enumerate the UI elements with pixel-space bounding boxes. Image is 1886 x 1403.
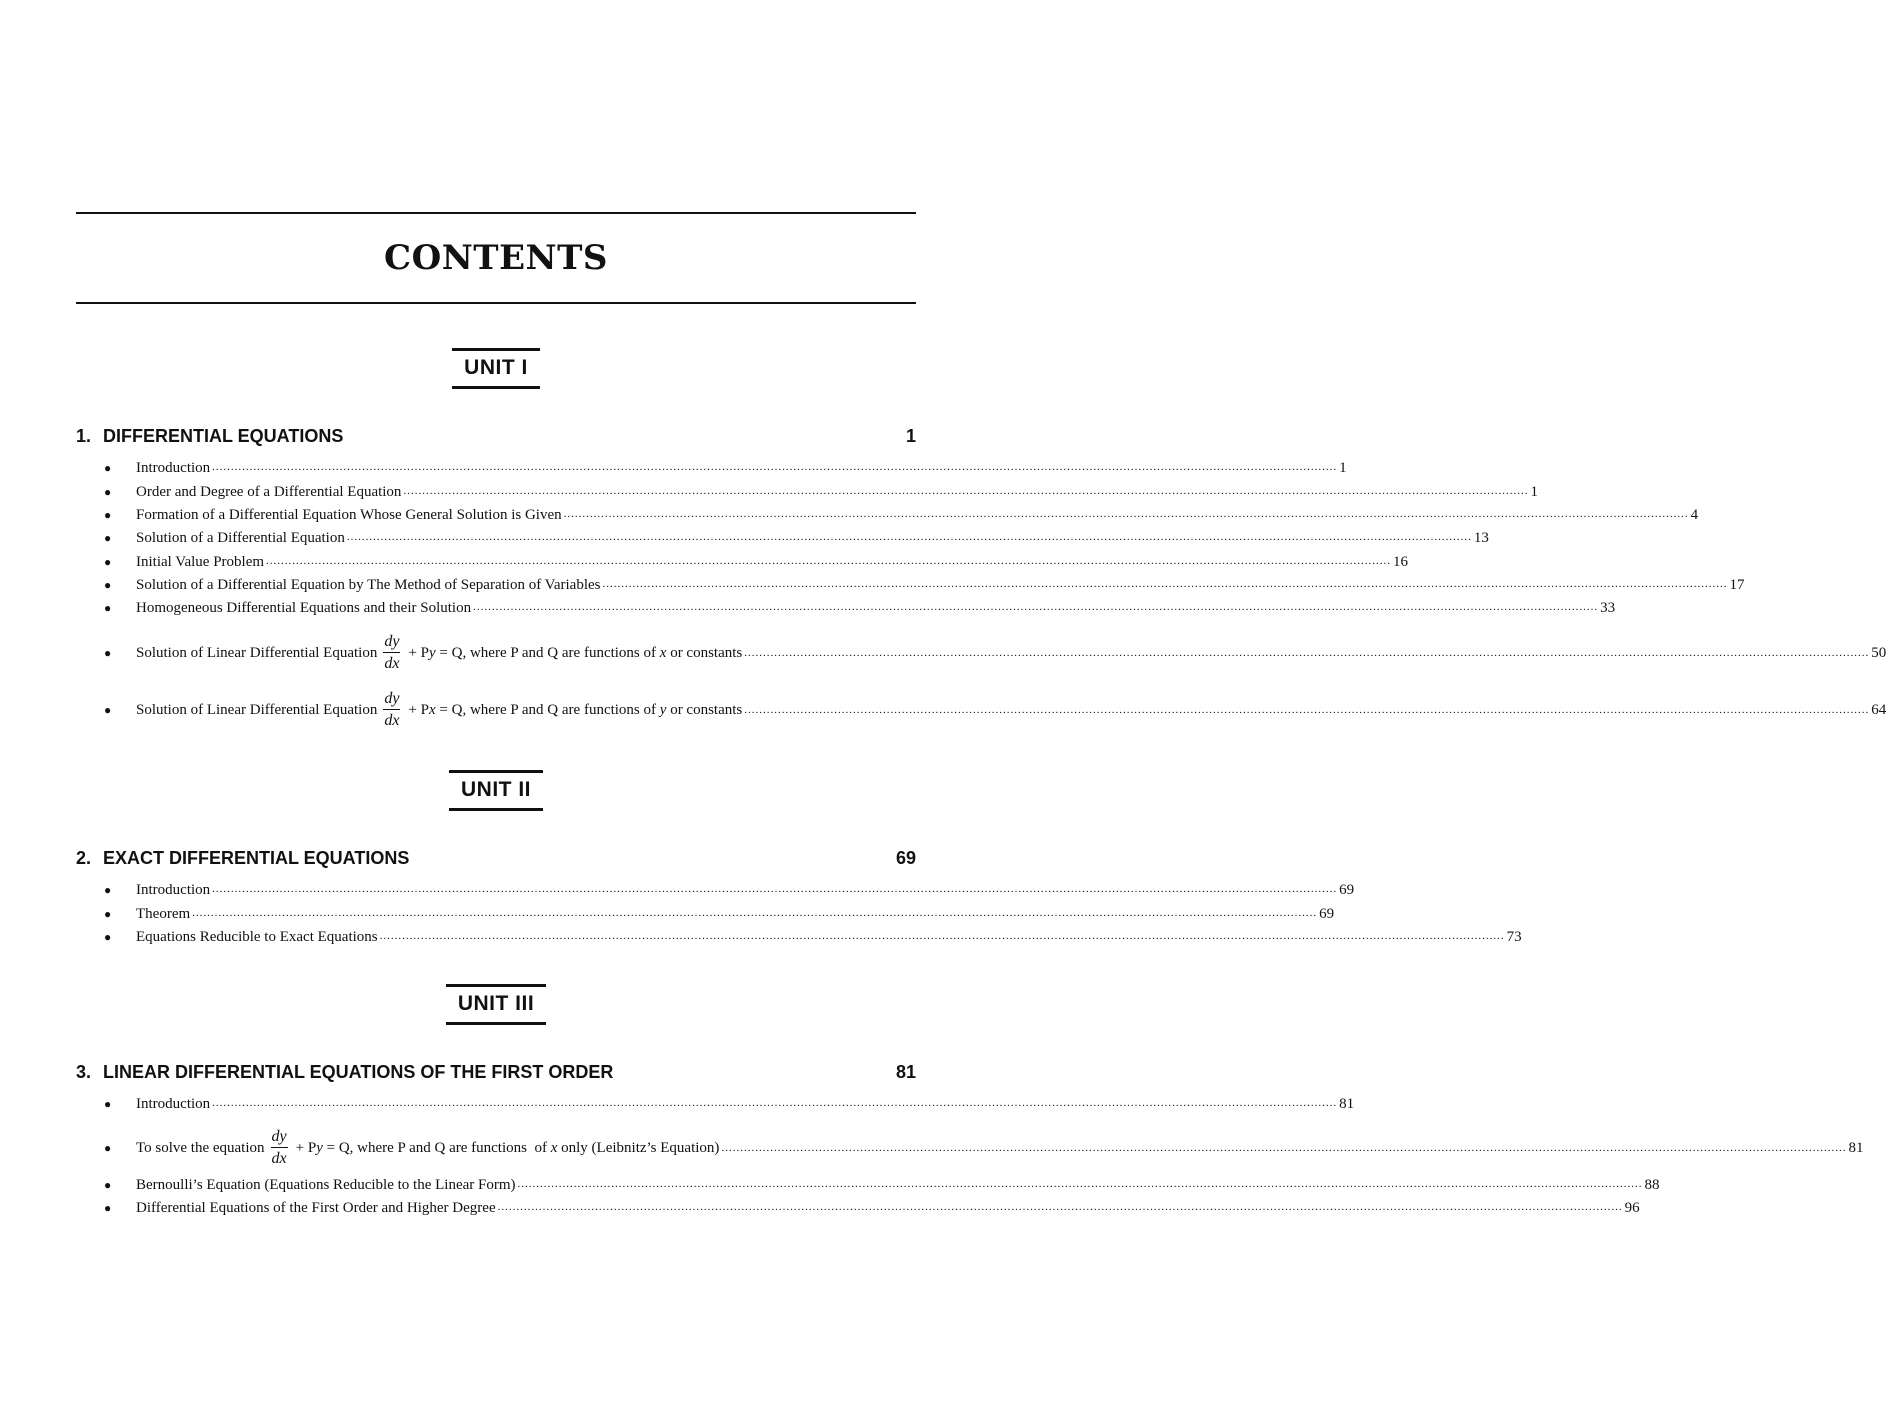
- toc-entry[interactable]: [104, 600, 1616, 617]
- chapter-page: 69: [895, 848, 916, 868]
- toc-entry[interactable]: [104, 906, 1335, 923]
- entry-page: 16: [1393, 554, 1409, 570]
- dot-leader: ............................................................................................................................................................................................................................................................................................................: [473, 601, 1599, 613]
- entry-page: 13: [1473, 530, 1489, 546]
- toc-entry[interactable]: [104, 530, 1489, 547]
- bullet-icon: ●: [104, 555, 112, 569]
- entry-page: 69: [1339, 882, 1355, 898]
- bullet-icon: ●: [104, 907, 112, 921]
- dot-leader: ............................................................................................................................................................................................................................................................................................................: [403, 485, 1529, 497]
- fraction-denominator: dx: [384, 655, 400, 672]
- derivative-fraction: [271, 1128, 288, 1168]
- chapter-title-group: [76, 426, 343, 447]
- entry-label: Equations Reducible to Exact Equations: [136, 929, 378, 945]
- unit-heading-2: [0, 770, 992, 811]
- entry-label: Formation of a Differential Equation Whose General Solution is Given: [136, 507, 562, 523]
- entry-label: [136, 690, 742, 730]
- equation-text-b: = Q, where P and Q are functions of: [435, 701, 660, 718]
- entry-page: 81: [1848, 1139, 1864, 1156]
- bullet-icon: ●: [104, 1097, 112, 1111]
- equation-text-a: + P: [408, 701, 429, 718]
- entry-page: 1: [1339, 460, 1347, 476]
- toc-entry[interactable]: [104, 554, 1409, 571]
- toc-entry[interactable]: [104, 1096, 1355, 1113]
- chapter-title: LINEAR DIFFERENTIAL EQUATIONS OF THE FIRST ORDER: [103, 1062, 614, 1082]
- toc-entry-equation[interactable]: [104, 690, 1886, 730]
- entry-page: 33: [1600, 600, 1616, 616]
- unit-heading-3: [0, 984, 992, 1025]
- dot-leader: ............................................................................................................................................................................................................................................................................................................: [212, 1097, 1338, 1109]
- chapter-page: 1: [905, 426, 916, 446]
- bullet-icon: ●: [104, 930, 112, 944]
- equation-variable-2: x: [659, 644, 667, 661]
- dot-leader: ............................................................................................................................................................................................................................................................................................................: [744, 703, 1870, 716]
- toc-entry[interactable]: [104, 507, 1699, 524]
- dot-leader: ............................................................................................................................................................................................................................................................................................................: [497, 1201, 1623, 1213]
- unit-label: UNIT II: [449, 770, 543, 811]
- entry-page: 96: [1624, 1200, 1640, 1216]
- chapter-number: 1.: [76, 426, 92, 446]
- entry-label: Introduction: [136, 882, 211, 898]
- chapter-number: 2.: [76, 848, 92, 868]
- chapter-heading-3[interactable]: [76, 1062, 916, 1083]
- chapter-number: 3.: [76, 1062, 92, 1082]
- entry-label: Solution of a Differential Equation by The Method of Separation of Variables: [136, 577, 601, 593]
- entry-label-text: To solve the equation: [136, 1139, 265, 1156]
- entry-label: Introduction: [136, 1096, 211, 1112]
- bullet-icon: ●: [104, 485, 112, 499]
- equation-text-a: + P: [295, 1139, 317, 1156]
- bullet-icon: ●: [104, 508, 112, 522]
- bullet-icon: ●: [104, 883, 112, 897]
- entry-page: 64: [1871, 701, 1886, 718]
- entry-page: 17: [1729, 577, 1745, 593]
- unit-heading-1: [0, 348, 992, 389]
- entry-label: Order and Degree of a Differential Equation: [136, 484, 402, 500]
- dot-leader: ............................................................................................................................................................................................................................................................................................................: [192, 907, 1318, 919]
- fraction-numerator: dy: [383, 633, 400, 653]
- entry-page: 4: [1690, 507, 1699, 523]
- equation-variable-1: x: [429, 701, 436, 718]
- equation-text-a: + P: [408, 644, 429, 661]
- toc-entry[interactable]: [104, 1200, 1640, 1217]
- toc-entry-equation[interactable]: [104, 1128, 1864, 1168]
- dot-leader: ............................................................................................................................................................................................................................................................................................................: [212, 461, 1338, 473]
- equation-variable-2: x: [550, 1139, 558, 1156]
- chapter-heading-1[interactable]: [76, 426, 916, 447]
- dot-leader: ............................................................................................................................................................................................................................................................................................................: [212, 883, 1338, 895]
- derivative-fraction: [383, 633, 400, 673]
- dot-leader: ............................................................................................................................................................................................................................................................................................................: [346, 531, 1472, 543]
- unit-label: UNIT I: [452, 348, 540, 389]
- toc-entry[interactable]: [104, 577, 1745, 594]
- chapter-title: EXACT DIFFERENTIAL EQUATIONS: [103, 848, 410, 868]
- toc-entry[interactable]: [104, 484, 1538, 501]
- toc-entry[interactable]: [104, 929, 1522, 946]
- bullet-icon: ●: [104, 461, 112, 475]
- equation-text-b: = Q, where P and Q are functions of: [322, 1139, 551, 1156]
- entry-label: Differential Equations of the First Order and Higher Degree: [136, 1200, 496, 1216]
- dot-leader: ............................................................................................................................................................................................................................................................................................................: [379, 930, 1505, 942]
- dot-leader: ............................................................................................................................................................................................................................................................................................................: [602, 578, 1728, 590]
- toc-entry[interactable]: [104, 460, 1347, 477]
- bullet-icon: ●: [104, 531, 112, 545]
- chapter-title-group: [76, 1062, 613, 1083]
- chapter-heading-2[interactable]: [76, 848, 916, 869]
- bullet-icon: ●: [104, 578, 112, 592]
- entry-label: Theorem: [136, 906, 191, 922]
- bullet-icon: ●: [104, 601, 112, 615]
- entry-label-text: Solution of Linear Differential Equation: [136, 644, 378, 661]
- equation-variable-1: y: [429, 644, 436, 661]
- entry-page: 69: [1319, 906, 1335, 922]
- entry-page: 50: [1871, 644, 1886, 661]
- entry-page: 88: [1644, 1177, 1660, 1193]
- dot-leader: ............................................................................................................................................................................................................................................................................................................: [744, 646, 1870, 659]
- fraction-denominator: dx: [384, 712, 400, 729]
- entry-page: 1: [1530, 484, 1538, 500]
- dot-leader: ............................................................................................................................................................................................................................................................................................................: [266, 555, 1392, 567]
- fraction-numerator: dy: [383, 690, 400, 710]
- fraction-denominator: dx: [271, 1150, 287, 1167]
- title-bottom-rule: [76, 302, 916, 304]
- page-title: CONTENTS: [384, 238, 608, 278]
- entry-label-text: Solution of Linear Differential Equation: [136, 701, 378, 718]
- entry-page: 81: [1339, 1096, 1355, 1112]
- unit-label: UNIT III: [446, 984, 546, 1025]
- equation-text-b: = Q, where P and Q are functions of: [435, 644, 660, 661]
- dot-leader: ............................................................................................................................................................................................................................................................................................................: [721, 1141, 1847, 1154]
- entry-label: [136, 633, 742, 673]
- equation-variable-2: y: [659, 701, 667, 718]
- chapter-page: 81: [895, 1062, 916, 1082]
- entry-label: Bernoulli’s Equation (Equations Reducible to the Linear Form): [136, 1177, 516, 1193]
- entry-label: [136, 1128, 719, 1168]
- equation-text-c: or constants: [666, 644, 743, 661]
- toc-entry-equation[interactable]: [104, 633, 1886, 673]
- top-rule: [76, 212, 916, 214]
- equation-text-c: only (Leibnitz’s Equation): [557, 1139, 720, 1156]
- chapter-title-group: [76, 848, 409, 869]
- derivative-fraction: [383, 690, 400, 730]
- bullet-icon: ●: [104, 1140, 112, 1155]
- entry-label: Homogeneous Differential Equations and their Solution: [136, 600, 472, 616]
- chapter-title: DIFFERENTIAL EQUATIONS: [103, 426, 344, 446]
- bullet-icon: ●: [104, 1201, 112, 1215]
- entry-label: Introduction: [136, 460, 211, 476]
- equation-text-c: or constants: [666, 701, 743, 718]
- dot-leader: ............................................................................................................................................................................................................................................................................................................: [517, 1178, 1643, 1190]
- equation-variable-1: y: [316, 1139, 323, 1156]
- entry-label: Solution of a Differential Equation: [136, 530, 345, 546]
- bullet-icon: ●: [104, 702, 112, 717]
- toc-entry[interactable]: [104, 1177, 1660, 1194]
- dot-leader: ............................................................................................................................................................................................................................................................................................................: [563, 508, 1689, 520]
- fraction-numerator: dy: [271, 1128, 288, 1148]
- entry-page: 73: [1506, 929, 1522, 945]
- bullet-icon: ●: [104, 1178, 112, 1192]
- entry-label: Initial Value Problem: [136, 554, 265, 570]
- toc-entry[interactable]: [104, 882, 1355, 899]
- bullet-icon: ●: [104, 645, 112, 660]
